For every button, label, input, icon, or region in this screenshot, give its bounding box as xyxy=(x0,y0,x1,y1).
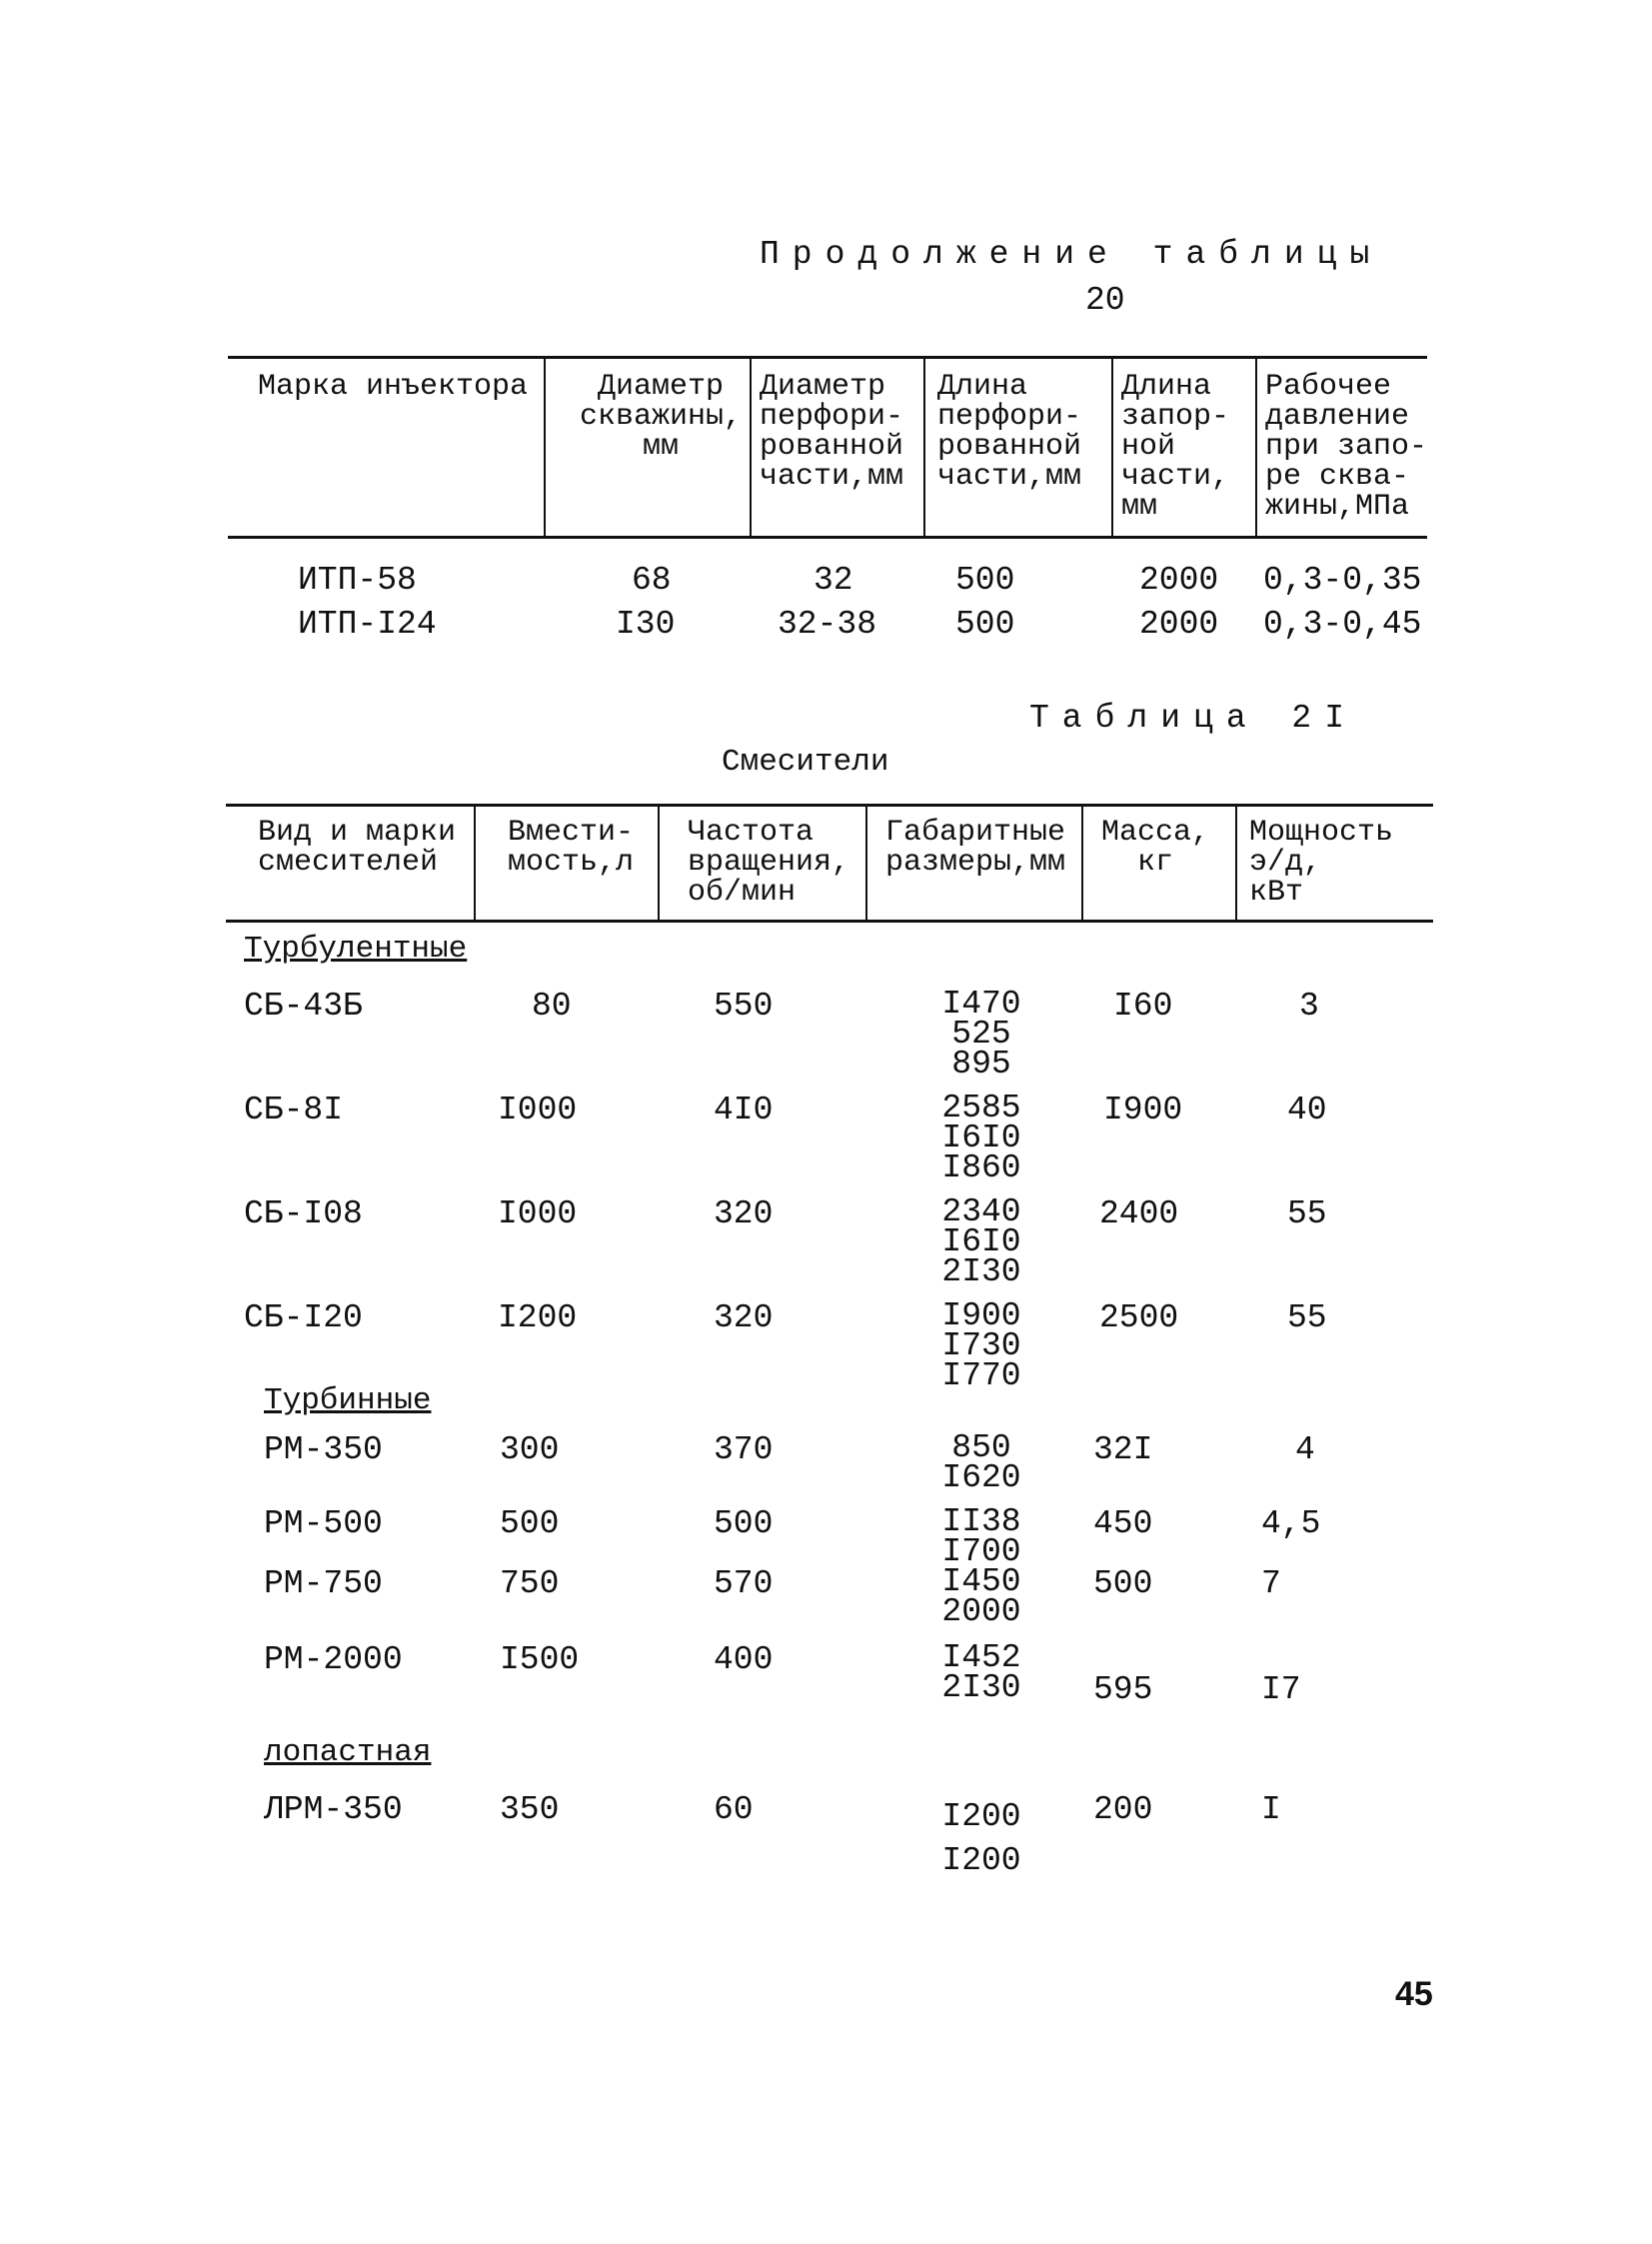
table-20-cell-working-pressure: 0,3-0,45 xyxy=(1263,606,1422,643)
row-mass: 32I xyxy=(1093,1431,1153,1468)
row-mass: 500 xyxy=(1093,1565,1153,1602)
row-capacity: 750 xyxy=(500,1565,560,1602)
row-rpm: 400 xyxy=(714,1641,774,1678)
row-capacity: 300 xyxy=(500,1431,560,1468)
row-model: РМ-350 xyxy=(264,1431,383,1468)
row-rpm: 320 xyxy=(714,1195,774,1232)
group-heading-paddle: лопастная xyxy=(264,1735,432,1770)
row-model: РМ-750 xyxy=(264,1565,383,1602)
table-21-col-divider xyxy=(474,807,476,920)
table-20-col-divider xyxy=(544,359,546,536)
row-dimensions: I452 2I30 xyxy=(941,1639,1021,1706)
continuation-table-number: 20 xyxy=(1085,282,1125,319)
table-21-header-dimensions: Габаритные размеры,мм xyxy=(885,816,1066,880)
table-20-header-working-pressure: Рабочее давление при запо- ре сква- жины,МПа xyxy=(1265,370,1428,524)
table-21-col-divider xyxy=(1081,807,1083,920)
row-model: РМ-500 xyxy=(264,1505,383,1542)
row-capacity: 500 xyxy=(500,1505,560,1542)
table-21-col-divider xyxy=(1235,807,1237,920)
row-mass: I60 xyxy=(1113,988,1173,1025)
page-number: 45 xyxy=(1395,1975,1433,2013)
table-20-cell-shutoff-length: 2000 xyxy=(1139,606,1219,643)
row-capacity: 80 xyxy=(532,988,572,1025)
row-rpm: 550 xyxy=(714,988,774,1025)
row-mass: 595 xyxy=(1093,1671,1153,1708)
row-dimensions: 2585 I6I0 I860 xyxy=(941,1090,1021,1186)
table-21-header-power: Мощность э/д, кВт xyxy=(1249,816,1394,910)
row-power: 3 xyxy=(1299,988,1319,1025)
row-model: РМ-2000 xyxy=(264,1641,403,1678)
table-21-label: Таблица 2I xyxy=(1029,700,1358,737)
row-power: 55 xyxy=(1287,1299,1327,1336)
row-capacity: 350 xyxy=(500,1791,560,1828)
table-20-cell-shutoff-length: 2000 xyxy=(1139,562,1219,599)
row-model: СБ-I08 xyxy=(244,1195,363,1232)
table-20-header-shutoff-length: Длина запор- ной части, мм xyxy=(1121,370,1230,524)
row-dimensions: I900 I730 I770 xyxy=(941,1297,1021,1394)
table-20-cell-well-diameter: 68 xyxy=(632,562,672,599)
row-power: 4,5 xyxy=(1261,1505,1321,1542)
table-20-cell-working-pressure: 0,3-0,35 xyxy=(1263,562,1422,599)
row-dimensions: II38 I700 xyxy=(941,1503,1021,1570)
table-21-col-divider xyxy=(865,807,867,920)
row-rpm: 4I0 xyxy=(714,1092,774,1128)
row-dimensions: 850 I620 xyxy=(941,1429,1021,1496)
table-20-header-injector: Марка инъектора xyxy=(258,370,529,404)
table-20-col-divider xyxy=(1111,359,1113,536)
row-rpm: 570 xyxy=(714,1565,774,1602)
row-power: 55 xyxy=(1287,1195,1327,1232)
table-21-caption: Смесители xyxy=(722,745,889,780)
table-20-cell-perforated-diameter: 32 xyxy=(814,562,853,599)
row-power: 7 xyxy=(1261,1565,1281,1602)
table-21-header-capacity: Вмести- мость,л xyxy=(508,816,635,880)
row-mass: 2400 xyxy=(1099,1195,1179,1232)
row-dimensions: I470 525 895 xyxy=(941,986,1021,1083)
table-20-cell-model: ИТП-58 xyxy=(298,562,417,599)
row-power: I7 xyxy=(1261,1671,1301,1708)
row-capacity: I200 xyxy=(498,1299,578,1336)
row-rpm: 500 xyxy=(714,1505,774,1542)
continuation-label: Продолжение таблицы xyxy=(760,236,1383,273)
row-capacity: I500 xyxy=(500,1641,580,1678)
row-power: I xyxy=(1261,1791,1281,1828)
row-mass: 200 xyxy=(1093,1791,1153,1828)
row-rpm: 320 xyxy=(714,1299,774,1336)
row-capacity: I000 xyxy=(498,1092,578,1128)
table-20-cell-model: ИТП-I24 xyxy=(298,606,437,643)
table-20-col-divider xyxy=(923,359,925,536)
row-rpm: 60 xyxy=(714,1791,754,1828)
table-20-cell-perforated-length: 500 xyxy=(955,606,1015,643)
table-20-col-divider xyxy=(750,359,752,536)
table-21-col-divider xyxy=(658,807,660,920)
row-power: 4 xyxy=(1295,1431,1315,1468)
row-model: СБ-8I xyxy=(244,1092,344,1128)
table-20-header-rule xyxy=(228,536,1427,539)
row-rpm: 370 xyxy=(714,1431,774,1468)
row-model: СБ-43Б xyxy=(244,988,363,1025)
row-mass: I900 xyxy=(1103,1092,1183,1128)
table-20-header-perforated-diameter: Диаметр перфори- рованной части,мм xyxy=(760,370,904,494)
table-20-cell-perforated-diameter: 32-38 xyxy=(778,606,877,643)
row-model: ЛРМ-350 xyxy=(264,1791,403,1828)
row-capacity: I000 xyxy=(498,1195,578,1232)
table-21-header-rule xyxy=(226,920,1433,923)
table-21-header-mass: Масса, кг xyxy=(1101,816,1210,880)
row-mass: 450 xyxy=(1093,1505,1153,1542)
table-21-header-model: Вид и марки смесителей xyxy=(258,816,457,880)
row-dimensions: I200 I200 xyxy=(941,1798,1021,1879)
row-power: 40 xyxy=(1287,1092,1327,1128)
table-20-header-perforated-length: Длина перфори- рованной части,мм xyxy=(937,370,1082,494)
table-21-header-rpm: Частота вращения, об/мин xyxy=(688,816,850,910)
table-20-cell-well-diameter: I30 xyxy=(616,606,676,643)
row-dimensions: I450 2000 xyxy=(941,1563,1021,1630)
table-20-top-rule xyxy=(228,356,1427,359)
table-20-header-well-diameter: Диаметр скважины, мм xyxy=(580,370,743,464)
group-heading-turbine: Турбинные xyxy=(264,1383,432,1418)
row-mass: 2500 xyxy=(1099,1299,1179,1336)
table-20-cell-perforated-length: 500 xyxy=(955,562,1015,599)
table-21-top-rule xyxy=(226,804,1433,807)
row-model: СБ-I20 xyxy=(244,1299,363,1336)
table-20-col-divider xyxy=(1255,359,1257,536)
row-dimensions: 2340 I6I0 2I30 xyxy=(941,1193,1021,1290)
group-heading-turbulent: Турбулентные xyxy=(244,932,468,967)
